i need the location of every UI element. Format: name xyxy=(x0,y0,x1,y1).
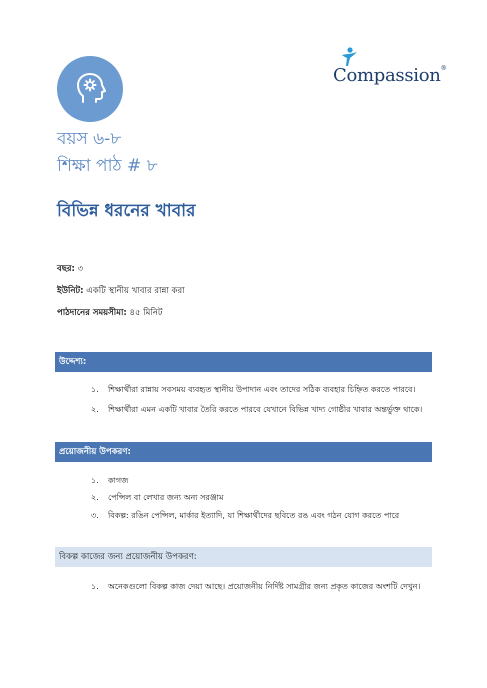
year-value: ৩ xyxy=(77,264,84,274)
list-item: ৩. বিকল্প: রঙিন পেন্সিল, মার্কার ইত্যাদি, যা শিক্ষার্থীদের ছবিতে রঙ এবং গঠন যোগ করতে পারে xyxy=(91,511,400,520)
logo-wordmark: Compassion® xyxy=(333,65,447,86)
materials-heading: প্রয়োজনীয় উপকরণ: xyxy=(55,442,432,462)
unit-value: একটি স্থানীয় খাবার রান্না করা xyxy=(86,286,185,296)
unit-label: ইউনিট: xyxy=(57,286,84,296)
year-line xyxy=(57,262,83,276)
lesson-title: বিভিন্ন ধরনের খাবার xyxy=(57,201,196,221)
time-line xyxy=(57,306,163,320)
alt-materials-heading: বিকল্প কাজের জন্য প্রয়োজনীয় উপকরণ: xyxy=(55,547,432,567)
lesson-number: শিক্ষা পাঠ # ৮ xyxy=(57,156,158,176)
unit-line xyxy=(57,284,185,298)
head-gear-icon xyxy=(70,69,110,109)
age-heading: বয়স ৬-৮ xyxy=(57,129,122,149)
list-item: ১. অনেকগুলো বিকল্প কাজ দেয়া আছে। প্রয়োজনীয় নির্দিষ্ট সামগ্রীর জন্য প্রকৃত কাজের অংশটি দেখুন। xyxy=(91,582,421,591)
year-label: বছর: xyxy=(57,264,75,274)
objectives-heading: উদ্দেশ্য: xyxy=(55,352,432,372)
time-value: ৪৫ মিনিট xyxy=(129,308,163,318)
head-gear-badge xyxy=(57,56,123,122)
list-item: ২. শিক্ষার্থীরা এমন একটি খাবার তৈরি করতে পারবে যেখানে বিভিন্ন খাদ্য গোষ্ঠীর খাবার অন্তর্ভুক্ত থাকে। xyxy=(91,405,423,414)
compassion-logo xyxy=(333,52,447,92)
list-item: ১. শিক্ষার্থীরা রান্নায় সবসময় ব্যবহৃত স্থানীয় উপাদান এবং তাদের সঠিক ব্যবহার চিহ্নিত করতে পারবে। xyxy=(91,385,416,394)
time-label: পাঠদানের সময়সীমা: xyxy=(57,308,127,318)
list-item: ২. পেন্সিল বা লেখার জন্য অন্য সরঞ্জাম xyxy=(91,493,224,502)
list-item: ১. কাগজ xyxy=(91,476,129,485)
